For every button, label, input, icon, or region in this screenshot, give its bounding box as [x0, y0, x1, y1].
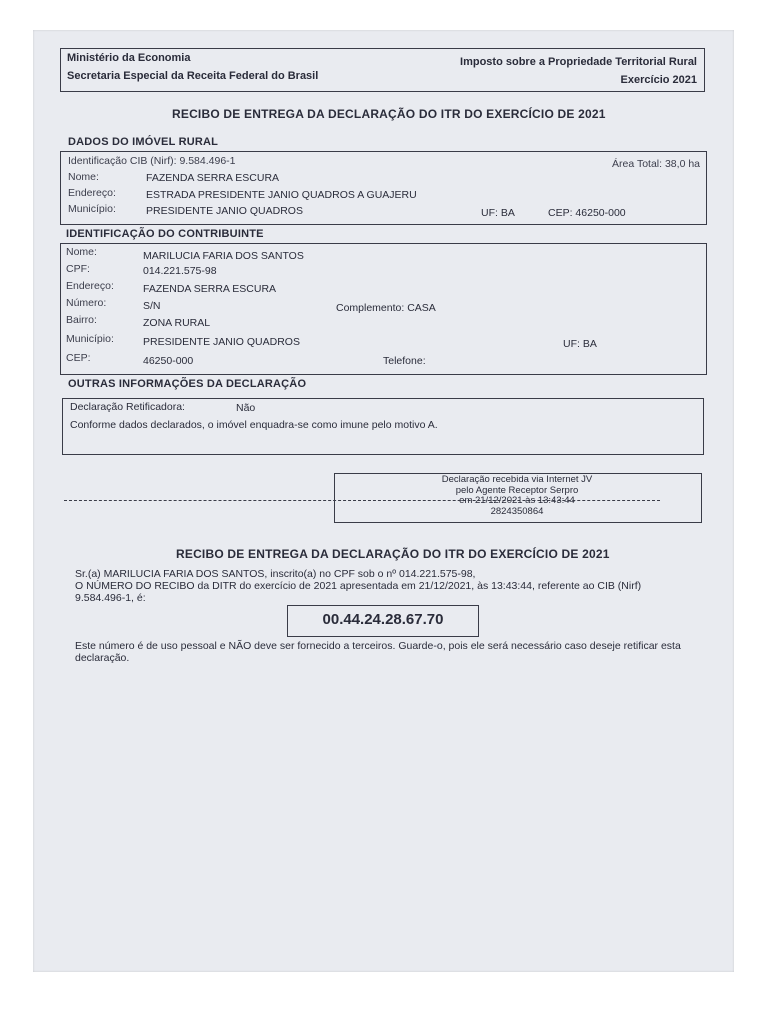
taxpayer-city-label: Município:: [66, 333, 114, 345]
taxpayer-city: PRESIDENTE JANIO QUADROS: [143, 336, 300, 348]
stamp-line-2: pelo Agente Receptor Serpro: [455, 484, 579, 496]
taxpayer-address: FAZENDA SERRA ESCURA: [143, 283, 277, 295]
taxpayer-district-label: Bairro:: [66, 314, 97, 326]
taxpayer-address-label: Endereço:: [66, 280, 114, 292]
receipt-footer-line-2: declaração.: [75, 652, 130, 664]
taxpayer-name-label: Nome:: [66, 246, 97, 258]
taxpayer-number: S/N: [143, 300, 161, 312]
property-address-label: Endereço:: [68, 187, 116, 199]
immunity-note: Conforme dados declarados, o imóvel enquadra-se como imune pelo motivo A.: [70, 419, 438, 431]
reception-stamp: [334, 475, 700, 517]
taxpayer-uf: UF: BA: [563, 338, 597, 350]
taxpayer-phone: Telefone:: [383, 355, 426, 367]
receipt-text-line-2: O NÚMERO DO RECIBO da DITR do exercício de 2021 apresentada em 21/12/2021, às 13:43:44, referente ao CIB (Nirf): [75, 580, 642, 592]
property-cep: CEP: 46250-000: [548, 207, 626, 219]
cut-line: [64, 500, 660, 501]
other-section-title: OUTRAS INFORMAÇÕES DA DECLARAÇÃO: [68, 378, 307, 390]
property-city: PRESIDENTE JANIO QUADROS: [146, 205, 303, 217]
taxpayer-district: ZONA RURAL: [143, 317, 211, 329]
ministry-name: Ministério da Economia: [67, 52, 191, 64]
taxpayer-cpf: 014.221.575-98: [143, 265, 217, 277]
property-name: FAZENDA SERRA ESCURA: [146, 172, 280, 184]
taxpayer-cpf-label: CPF:: [66, 263, 90, 275]
receipt-footer-line-1: Este número é de uso pessoal e NÃO deve ser fornecido a terceiros. Guarde-o, pois ele será necessário caso deseje retificar esta: [75, 640, 681, 652]
property-section-title: DADOS DO IMÓVEL RURAL: [68, 136, 219, 148]
property-city-label: Município:: [68, 203, 116, 215]
tax-name: Imposto sobre a Propriedade Territorial Rural: [460, 56, 697, 68]
receipt-text-line-1: Sr.(a) MARILUCIA FARIA DOS SANTOS, inscrito(a) no CPF sob o nº 014.221.575-98,: [75, 568, 476, 580]
taxpayer-section-title: IDENTIFICAÇÃO DO CONTRIBUINTE: [66, 228, 264, 240]
page-title: RECIBO DE ENTREGA DA DECLARAÇÃO DO ITR DO EXERCÍCIO DE 2021: [172, 107, 606, 121]
receipt-text-line-3: 9.584.496-1, é:: [75, 592, 146, 604]
property-uf: UF: BA: [481, 207, 515, 219]
taxpayer-number-label: Número:: [66, 297, 107, 309]
receipt-title: RECIBO DE ENTREGA DA DECLARAÇÃO DO ITR DO EXERCÍCIO DE 2021: [176, 547, 610, 561]
stamp-line-1: Declaração recebida via Internet JV: [441, 474, 593, 485]
property-name-label: Nome:: [68, 171, 99, 183]
stamp-line-3: em 21/12/2021 às 13:43:44: [459, 495, 575, 506]
taxpayer-complement: Complemento: CASA: [336, 302, 436, 314]
stamp-line-4: 2824350864: [490, 505, 544, 517]
taxpayer-cep: 46250-000: [143, 355, 194, 367]
receipt-number: 00.44.24.28.67.70: [287, 605, 479, 637]
year-label: Exercício 2021: [620, 74, 697, 86]
rectifying-label: Declaração Retificadora:: [70, 401, 185, 413]
secretariat-name: Secretaria Especial da Receita Federal do Brasil: [67, 70, 319, 82]
rectifying-value: Não: [236, 402, 256, 414]
taxpayer-cep-label: CEP:: [66, 352, 91, 364]
property-address: ESTRADA PRESIDENTE JANIO QUADROS A GUAJERU: [146, 189, 417, 201]
property-cib: Identificação CIB (Nirf): 9.584.496-1: [68, 155, 236, 167]
taxpayer-name: MARILUCIA FARIA DOS SANTOS: [143, 250, 304, 262]
property-total-area: Área Total: 38,0 ha: [612, 158, 700, 170]
